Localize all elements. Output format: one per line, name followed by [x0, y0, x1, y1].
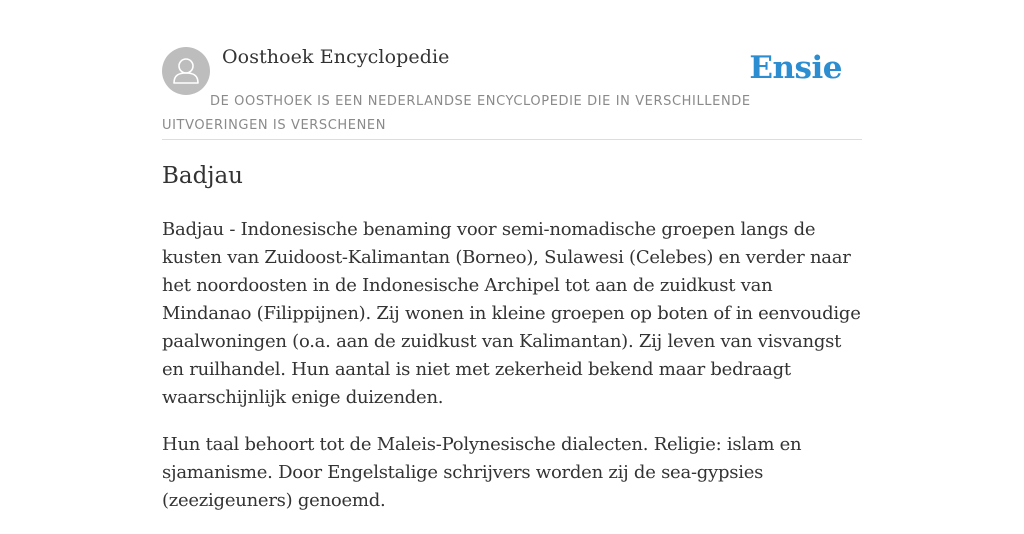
- entry-body: [162, 216, 862, 534]
- source-title[interactable]: Oosthoek Encyclopedie: [222, 46, 450, 68]
- source-avatar[interactable]: [162, 47, 210, 95]
- source-header: [162, 0, 862, 140]
- entry-paragraph: Hun taal behoort tot de Maleis-Polynesische dialecten. Religie: islam en sjamanisme. Door Engelstalige schrijvers worden zij de sea-gypsies (zeezigeuners) genoemd.: [162, 434, 802, 511]
- page-container: [162, 0, 862, 511]
- user-silhouette-icon: [162, 47, 210, 95]
- brand-logo[interactable]: Ensie: [749, 50, 842, 86]
- source-tagline: DE OOSTHOEK IS EEN NEDERLANDSE ENCYCLOPEDIE DIE IN VERSCHILLENDE UITVOERINGEN IS VERSCHENEN: [162, 94, 751, 133]
- entry-paragraph: Badjau - Indonesische benaming voor semi-nomadische groepen langs de kusten van Zuidoost-Kalimantan (Borneo), Sulawesi (Celebes) en verder naar het noordoosten in de Indonesische Archipel tot aan de zuidkust van Mindanao (Filippijnen). Zij wonen in kleine groepen op boten of in eenvoudige paalwoningen (o.a. aan de zuidkust van Kalimantan). Zij leven van visvangst en ruilhandel. Hun aantal is niet met zekerheid bekend maar bedraagt waarschijnlijk enige duizenden.: [162, 219, 861, 408]
- entry-title: Badjau: [162, 163, 243, 189]
